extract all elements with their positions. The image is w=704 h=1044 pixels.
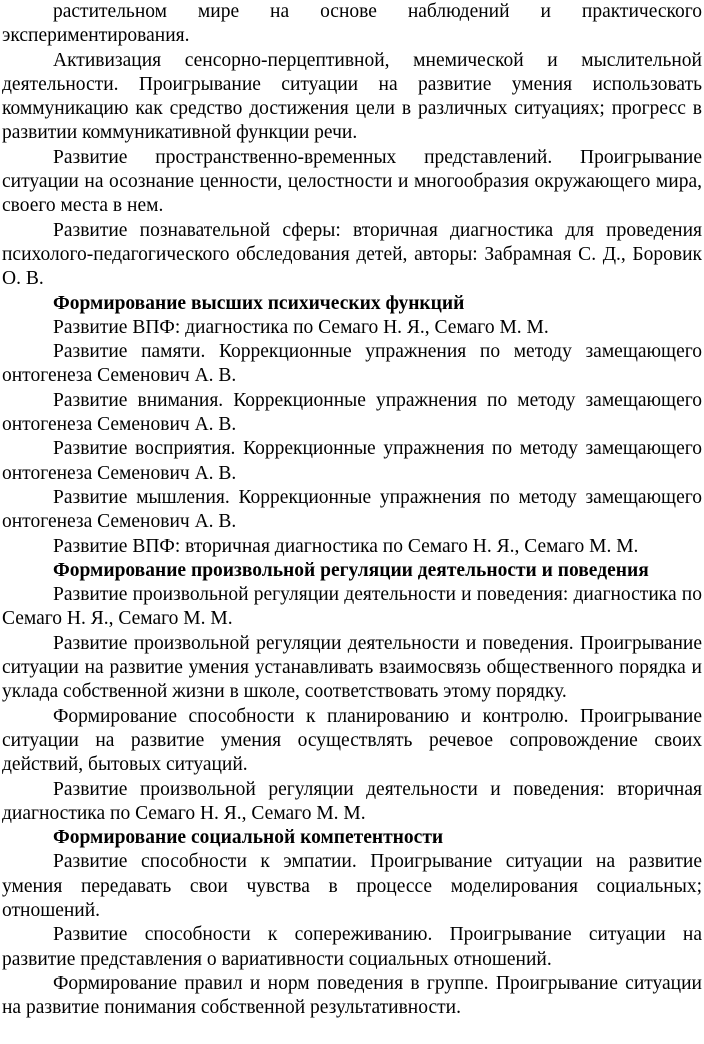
section-paragraph: Развитие ВПФ: вторичная диагностика по Семаго Н. Я., Семаго М. М.	[53, 535, 639, 557]
section-paragraph: Формирование правил и норм поведения в группе. Проигрывание ситуации на развитие понимания собственной результативности.	[2, 972, 702, 1019]
section-paragraph: Развитие внимания. Коррекционные упражнения по методу замещающего онтогенеза Семенович А. В.	[2, 389, 702, 436]
intro-continuation	[2, 0, 702, 49]
section-paragraph: Развитие способности к сопереживанию. Проигрывание ситуации на развитие представления о вариативности социальных отношений.	[2, 924, 702, 970]
section-paragraph: Развитие ВПФ: диагностика по Семаго Н. Я., Семаго М. М.	[53, 316, 549, 338]
section-heading-higher-mental-functions: Формирование высших психических функций	[53, 292, 465, 314]
intro-continuation-text: растительном мире на основе наблюдений и практического экспериментирования.	[2, 1, 702, 47]
intro-paragraph: Развитие пространственно-временных представлений. Проигрывание ситуации на осознание ценности, целостности и многообразия окружающего мира, своего места в нем.	[2, 146, 702, 217]
section-paragraph: Формирование способности к планированию и контролю. Проигрывание ситуации на развитие умения осуществлять речевое сопровождение своих действий, бытовых ситуаций.	[2, 705, 702, 776]
intro-paragraph: Развитие познавательной сферы: вторичная диагностика для проведения психолого-педагогического обследования детей, авторы: Забрамная С. Д., Боровик О. В.	[2, 219, 702, 290]
section-heading-social-competence: Формирование социальной компетентности	[53, 827, 444, 849]
section-paragraph: Развитие произвольной регуляции деятельности и поведения. Проигрывание ситуации на развитие умения устанавливать взаимосвязь общественного порядка и уклада собственной жизни в школе, соответствовать этому порядку.	[2, 632, 702, 703]
intro-paragraph: Активизация сенсорно-перцептивной, мнемической и мыслительной деятельности. Проигрывание ситуации на развитие умения использовать коммуникацию как средство достижения цели в различных ситуациях; прогресс в развитии коммуникативной функции речи.	[2, 49, 702, 144]
section-paragraph: Развитие способности к эмпатии. Проигрывание ситуации на развитие умения передавать свои чувства в процессе моделирования социальных; отношений.	[2, 851, 702, 921]
section-paragraph: Развитие произвольной регуляции деятельности и поведения: вторичная диагностика по Семаго Н. Я., Семаго М. М.	[2, 778, 702, 824]
section-paragraph: Развитие памяти. Коррекционные упражнения по методу замещающего онтогенеза Семенович А. В.	[2, 341, 702, 387]
section-paragraph: Развитие произвольной регуляции деятельности и поведения: диагностика по Семаго Н. Я., Семаго М. М.	[2, 584, 702, 630]
section-heading-voluntary-regulation: Формирование произвольной регуляции деятельности и поведения	[53, 559, 649, 581]
section-paragraph: Развитие восприятия. Коррекционные упражнения по методу замещающего онтогенеза Семенович А. В.	[2, 438, 702, 484]
section-paragraph: Развитие мышления. Коррекционные упражнения по методу замещающего онтогенеза Семенович А. В.	[2, 486, 702, 533]
